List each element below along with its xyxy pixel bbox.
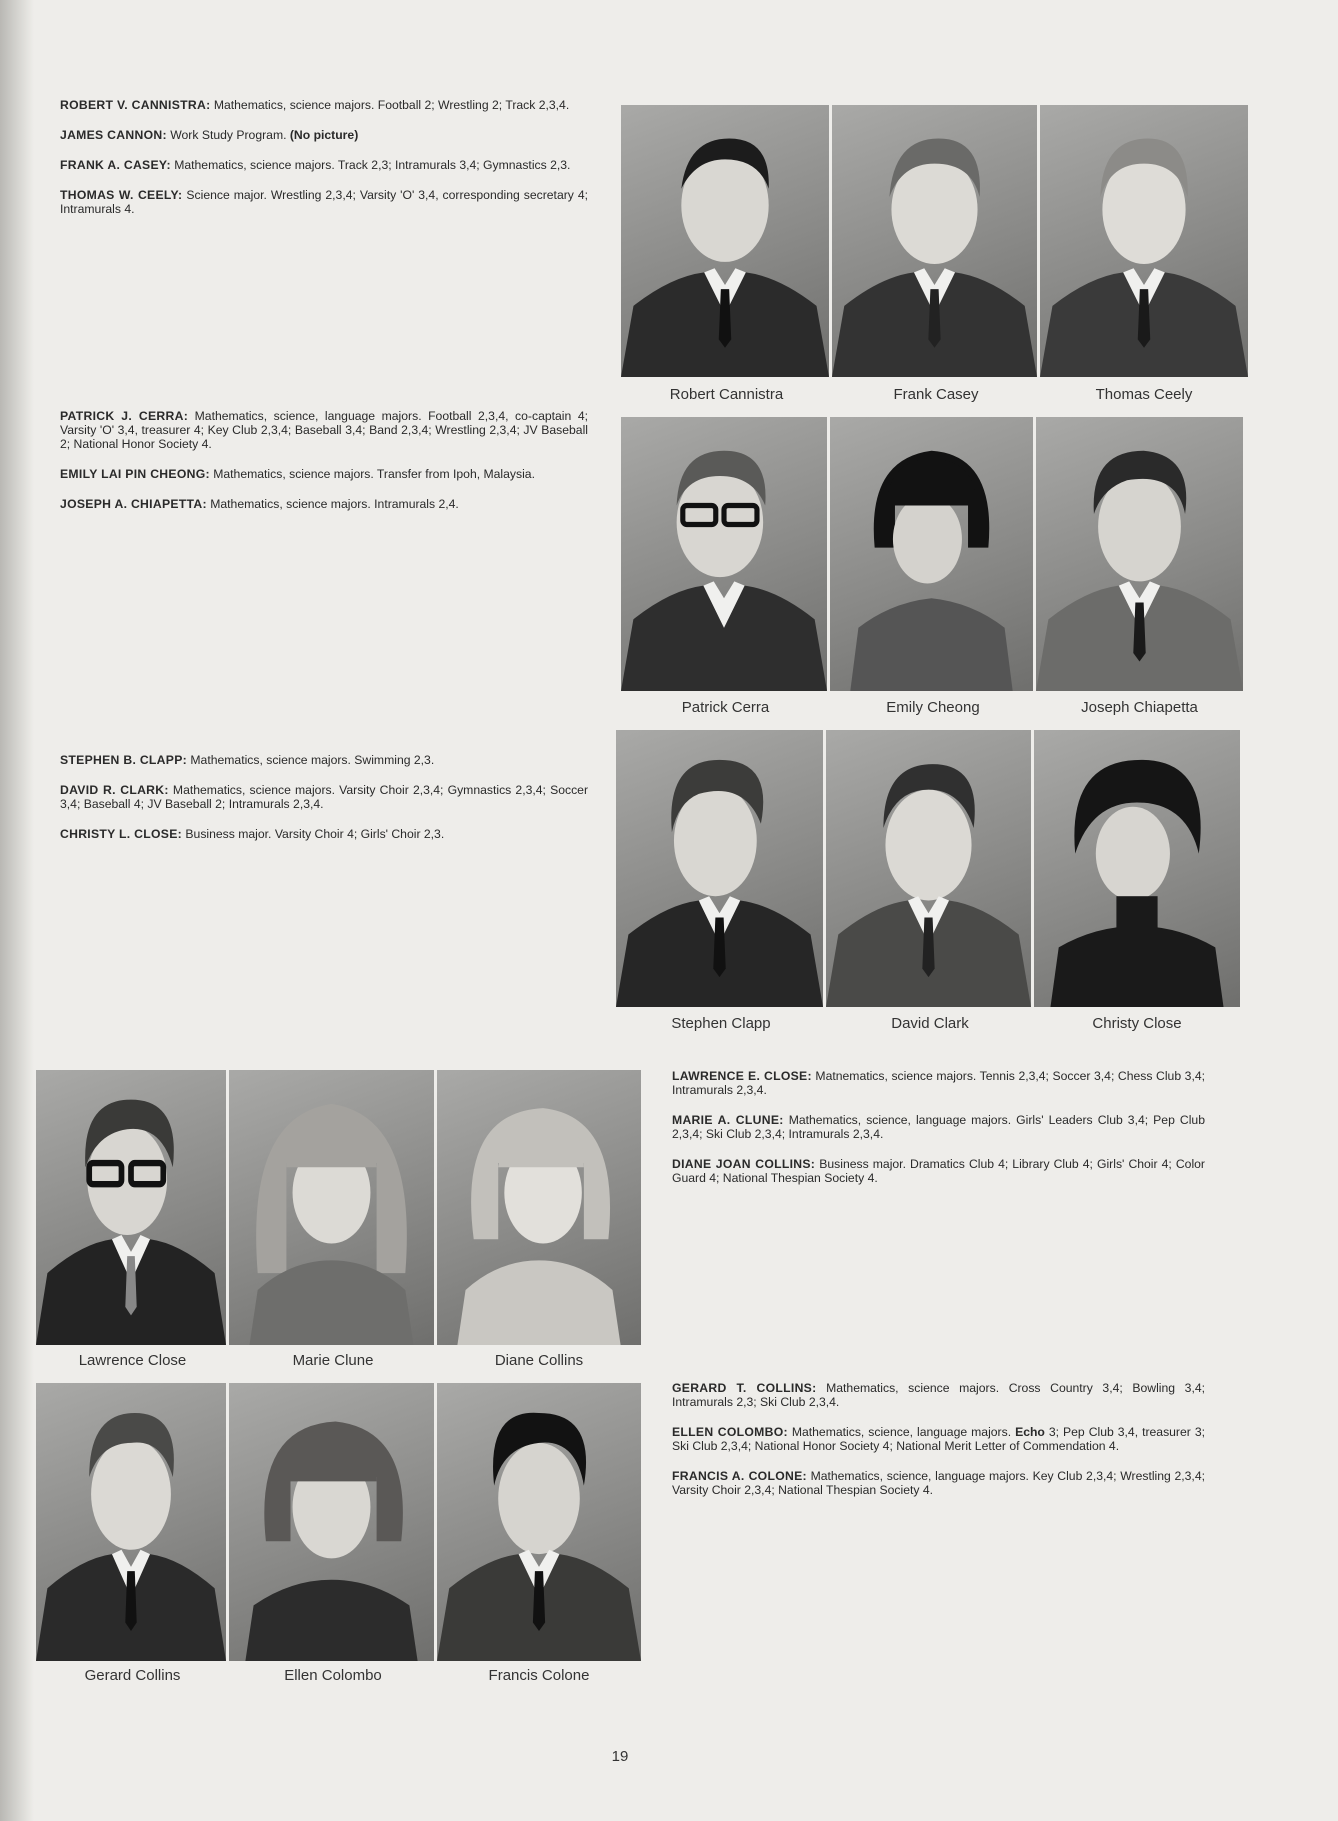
caption-diane-collins: Diane Collins: [494, 1352, 584, 1369]
photo-row-1: [621, 105, 1248, 377]
caption-robert-cannistra: Robert Cannistra: [669, 386, 784, 403]
bio-lawrence-close: LAWRENCE E. CLOSE: Matnematics, science majors. Tennis 2,3,4; Soccer 3,4; Chess Club 3,4; Intramurals 2,3,4.: [672, 1069, 1206, 1097]
page-number: 19: [611, 1748, 629, 1765]
portrait-thomas-ceely: [1040, 105, 1248, 377]
bio-block-right-b: [672, 1381, 1205, 1513]
bio-ellen-colombo: ELLEN COLOMBO: Mathematics, science, language majors. Echo 3; Pep Club 3,4, treasurer 3; Ski Club 2,3,4; National Honor Society 4; National Merit Letter of Commendation 4.: [672, 1425, 1205, 1453]
caption-stephen-clapp: Stephen Clapp: [671, 1015, 771, 1032]
bio-marie-clune: MARIE A. CLUNE: Mathematics, science, language majors. Girls' Leaders Club 3,4; Pep Club 2,3,4; Ski Club 2,3,4; Intramurals 2,3,4.: [672, 1113, 1205, 1141]
caption-row-4: [36, 1352, 641, 1369]
bio-gerard-collins: GERARD T. COLLINS: Mathematics, science majors. Cross Country 3,4; Bowling 3,4; Intramurals 2,3; Ski Club 2,3,4.: [672, 1381, 1205, 1409]
caption-emily-cheong: Emily Cheong: [886, 699, 980, 716]
caption-david-clark: David Clark: [891, 1015, 969, 1032]
bio-james-cannon: JAMES CANNON: Work Study Program. (No picture): [60, 128, 359, 142]
portrait-marie-clune: [229, 1070, 434, 1345]
bio-david-clark: DAVID R. CLARK: Mathematics, science majors. Varsity Choir 2,3,4; Gymnastics 2,3,4; Soccer 3,4; Baseball 4; JV Baseball 2; Intramurals 2,3,4.: [60, 783, 589, 811]
bio-block-middle: [60, 409, 588, 527]
bio-emily-cheong: EMILY LAI PIN CHEONG: Mathematics, science majors. Transfer from Ipoh, Malaysia.: [60, 467, 535, 481]
portrait-joseph-chiapetta: [1036, 417, 1243, 691]
portrait-gerard-collins: [36, 1383, 226, 1661]
photo-row-3: [616, 730, 1240, 1007]
bio-thomas-ceely: THOMAS W. CEELY: Science major. Wrestling 2,3,4; Varsity 'O' 3,4, corresponding secretary 4; Intramurals 4.: [60, 188, 588, 216]
bio-block-top: [60, 98, 588, 232]
caption-ellen-colombo: Ellen Colombo: [284, 1667, 382, 1684]
caption-gerard-collins: Gerard Collins: [84, 1667, 181, 1684]
caption-row-2: [621, 699, 1243, 716]
portrait-lawrence-close: [36, 1070, 226, 1345]
photo-row-5: [36, 1383, 641, 1661]
portrait-ellen-colombo: [229, 1383, 434, 1661]
portrait-patrick-cerra: [621, 417, 827, 691]
caption-thomas-ceely: Thomas Ceely: [1095, 386, 1193, 403]
caption-row-3: [616, 1015, 1240, 1032]
portrait-francis-colone: [437, 1383, 641, 1661]
bio-block-right-a: [672, 1069, 1205, 1201]
portrait-david-clark: [826, 730, 1031, 1007]
bio-francis-colone: FRANCIS A. COLONE: Mathematics, science, language majors. Key Club 2,3,4; Wrestling 2,3,4; Varsity Choir 2,3,4; National Thespian Society 4.: [672, 1469, 1205, 1497]
caption-lawrence-close: Lawrence Close: [78, 1352, 187, 1369]
bio-robert-cannistra: ROBERT V. CANNISTRA: Mathematics, science majors. Football 2; Wrestling 2; Track 2,3,4.: [60, 98, 570, 112]
bio-block-lower: [60, 753, 588, 857]
caption-francis-colone: Francis Colone: [488, 1667, 590, 1684]
photo-row-4: [36, 1070, 641, 1345]
bio-christy-close: CHRISTY L. CLOSE: Business major. Varsity Choir 4; Girls' Choir 2,3.: [60, 827, 445, 841]
portrait-robert-cannistra: [621, 105, 829, 377]
bio-stephen-clapp: STEPHEN B. CLAPP: Mathematics, science majors. Swimming 2,3.: [60, 753, 435, 767]
bio-diane-collins: DIANE JOAN COLLINS: Business major. Dramatics Club 4; Library Club 4; Girls' Choir 4; Color Guard 4; National Thespian Society 4.: [672, 1157, 1205, 1185]
caption-frank-casey: Frank Casey: [893, 386, 979, 403]
caption-patrick-cerra: Patrick Cerra: [681, 699, 770, 716]
photo-row-2: [621, 417, 1243, 691]
portrait-diane-collins: [437, 1070, 641, 1345]
portrait-stephen-clapp: [616, 730, 823, 1007]
caption-row-1: [621, 386, 1248, 403]
portrait-christy-close: [1034, 730, 1240, 1007]
caption-row-5: [36, 1667, 641, 1684]
caption-christy-close: Christy Close: [1092, 1015, 1182, 1032]
caption-marie-clune: Marie Clune: [292, 1352, 374, 1369]
portrait-frank-casey: [832, 105, 1037, 377]
bio-frank-casey: FRANK A. CASEY: Mathematics, science majors. Track 2,3; Intramurals 3,4; Gymnastics 2,3.: [60, 158, 571, 172]
caption-joseph-chiapetta: Joseph Chiapetta: [1081, 699, 1198, 716]
bio-joseph-chiapetta: JOSEPH A. CHIAPETTA: Mathematics, science majors. Intramurals 2,4.: [60, 497, 459, 511]
bio-patrick-cerra: PATRICK J. CERRA: Mathematics, science, language majors. Football 2,3,4, co-captain 4; Varsity 'O' 3,4, treasurer 4; Key Club 2,3,4; Baseball 3,4; Band 2,3,4; Wrestling 2,3,4; JV Baseball 2; National Honor Society 4.: [60, 409, 588, 451]
portrait-emily-cheong: [830, 417, 1033, 691]
page-binding-shadow: [0, 0, 34, 1821]
